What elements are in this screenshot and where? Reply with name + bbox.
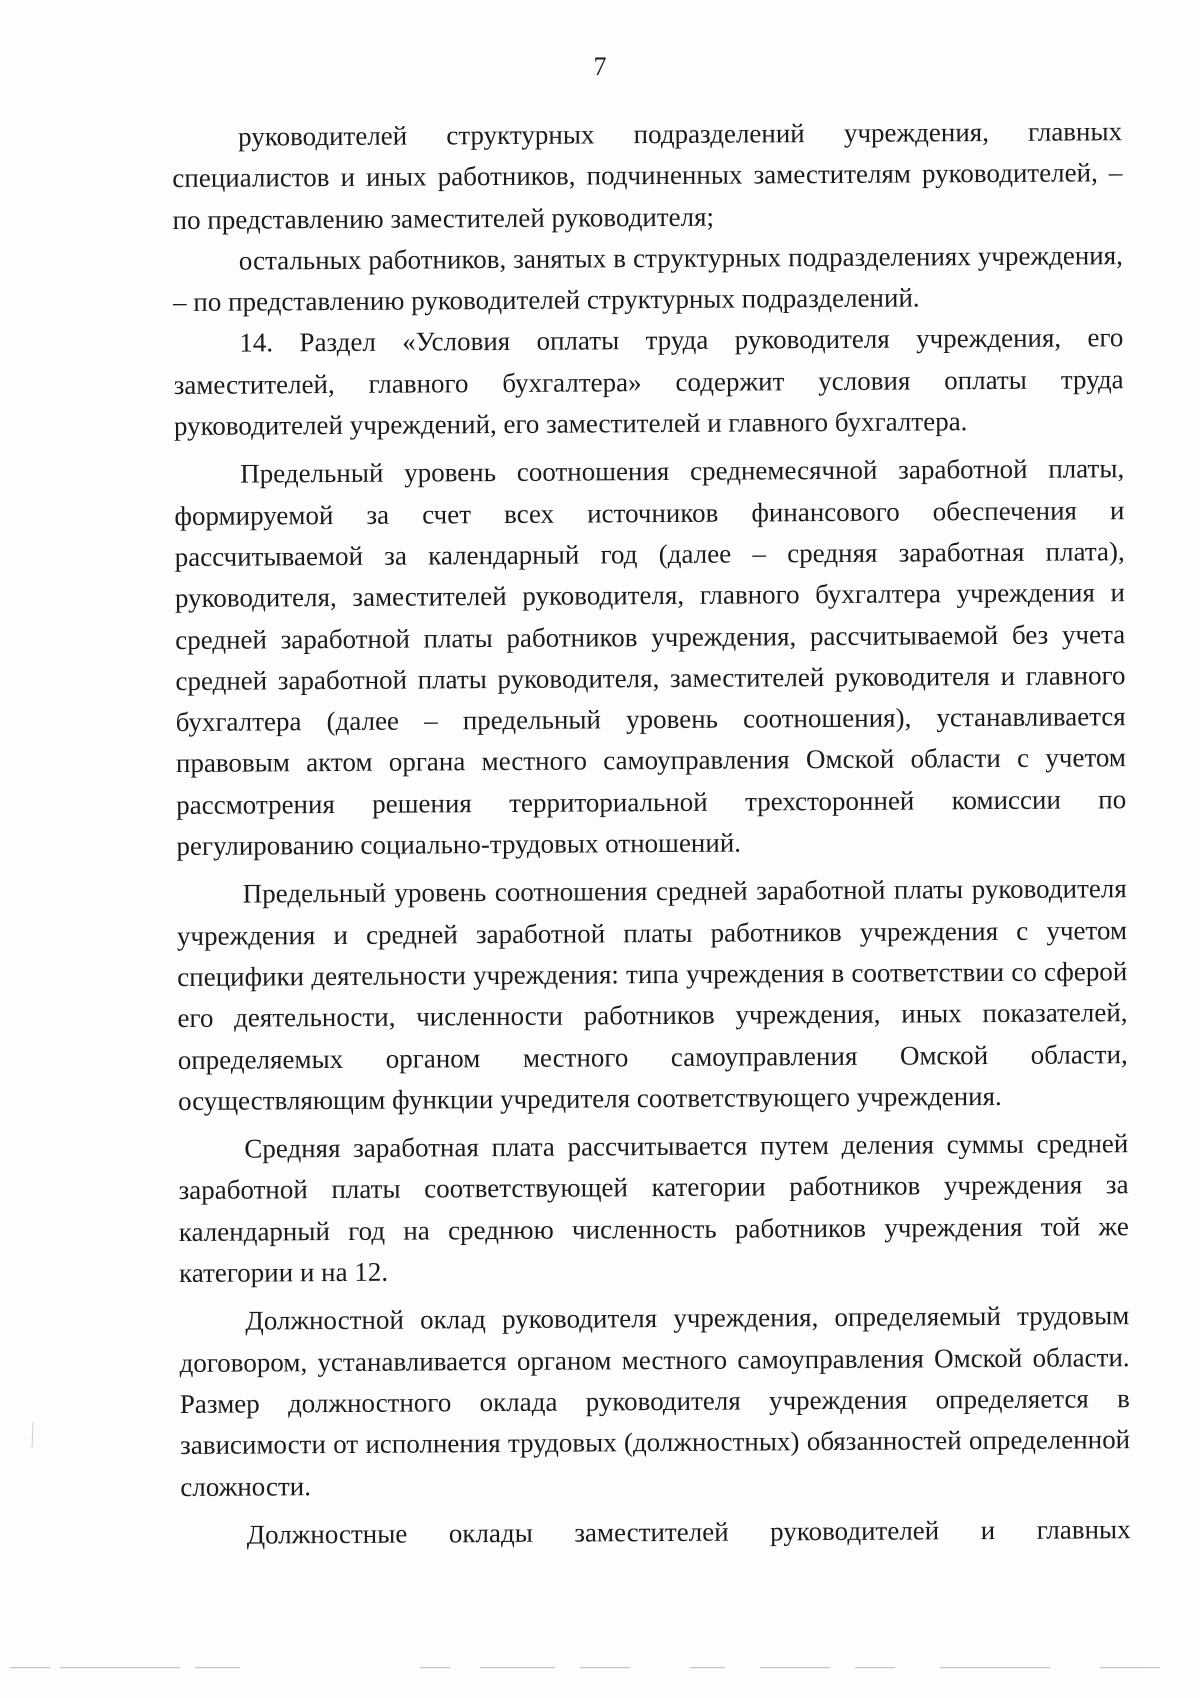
paragraph-continues-next-page: Должностные оклады заместителей руководителей и главных bbox=[246, 1513, 1131, 1550]
paragraph-continuation: руководителей структурных подразделений учреждения, главных специалистов и иных работников, подчиненных заместителям руководителей, – по представлению заместителей руководителя; bbox=[172, 116, 1123, 235]
document-body bbox=[172, 111, 1131, 1556]
scan-noise-bottom bbox=[0, 1655, 1200, 1675]
paragraph: Предельный уровень соотношения среднемесячной заработной платы, формируемой за счет всех источников финансового обеспечения и рассчитываемой за календарный год (далее – средняя заработная плата), руководителя, заместителей руководителя, главного бухгалтера учреждения и средней заработной платы работников учреждения, рассчитываемой без учета средней заработной платы руководителя, заместителей руководителя и главного бухгалтера (далее – предельный уровень соотношения), устанавливается правовым актом органа местного самоуправления Омской области с учетом рассмотрения решения территориальной трехсторонней комиссии по регулированию социально-трудовых отношений. bbox=[174, 453, 1127, 862]
paragraph: Средняя заработная плата рассчитывается путем деления суммы средней заработной платы соответствующей категории работников учреждения за календарный год на среднюю численность работников учреждения той же категории и на 12. bbox=[178, 1128, 1129, 1288]
page-number: 7 bbox=[593, 52, 607, 81]
paragraph: остальных работников, занятых в структурных подразделениях учреждения, – по представлению руководителей структурных подразделений. bbox=[173, 240, 1123, 318]
scan-noise-margin bbox=[28, 1420, 38, 1450]
paragraph-section-14: 14. Раздел «Условия оплаты труда руководителя учреждения, его заместителей, главного бухгалтера» содержит условия оплаты труда руководителей учреждений, его заместителей и главного бухгалтера. bbox=[173, 322, 1124, 442]
paragraph: Предельный уровень соотношения средней заработной платы руководителя учреждения и средней заработной платы работников учреждения с учетом специфики деятельности учреждения: типа учреждения в соответствии со сферой его деятельности, численности работников учреждения, иных показателей, определяемых органом местного самоуправления Омской области, осуществляющим функции учредителя соответствующего учреждения. bbox=[176, 873, 1128, 1116]
paragraph: Должностной оклад руководителя учреждения, определяемый трудовым договором, устанавливается органом местного самоуправления Омской области. Размер должностного оклада руководителя учреждения определяется в зависимости от исполнения трудовых (должностных) обязанностей определенной сложности. bbox=[179, 1300, 1131, 1502]
